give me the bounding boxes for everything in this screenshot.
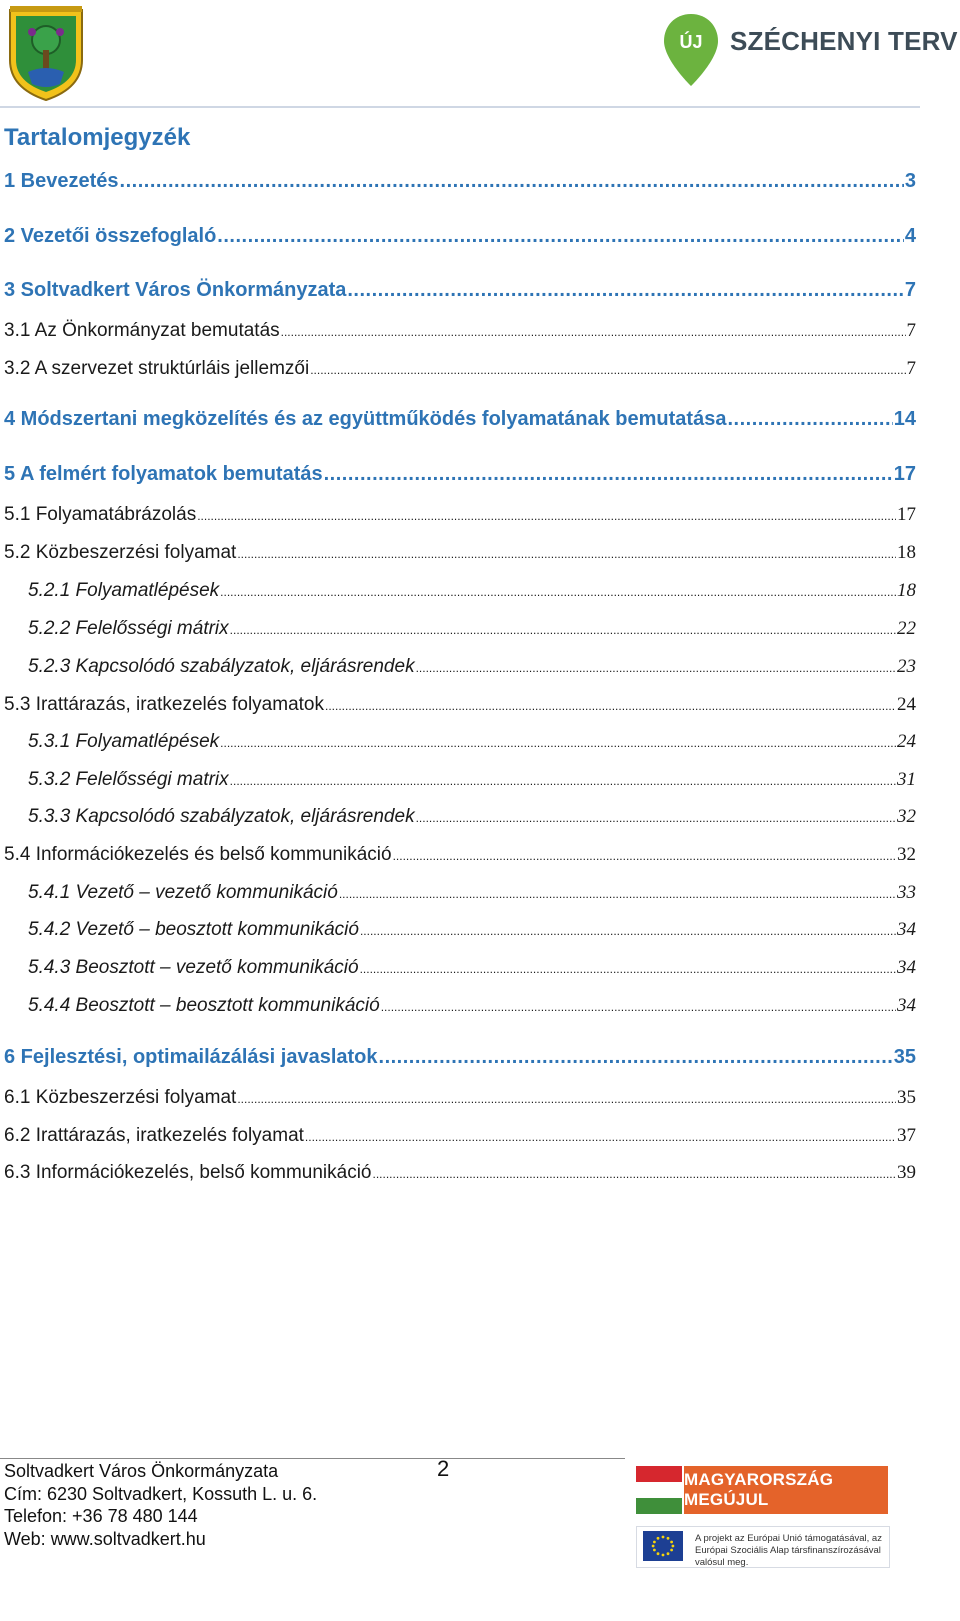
- toc-leader-dots: [325, 699, 896, 713]
- toc-entry-title: 5.4.3 Beosztott – vezető kommunikáció: [28, 957, 359, 978]
- toc-entry[interactable]: [28, 957, 916, 979]
- toc-leader-dots: [230, 774, 896, 788]
- toc-entry[interactable]: [4, 1125, 916, 1147]
- toc-leader-dots: [120, 170, 904, 193]
- toc-entry-page: 7: [906, 358, 916, 379]
- footer-divider: [0, 1458, 625, 1459]
- toc-entry[interactable]: [4, 844, 916, 866]
- toc-entry[interactable]: [4, 1046, 916, 1069]
- toc-entry-title: 5.2.2 Felelősségi mátrix: [28, 618, 229, 639]
- toc-entry-title: 5.3.2 Felelősségi matrix: [28, 769, 229, 790]
- toc-leader-dots: [281, 325, 906, 339]
- toc-entry[interactable]: [4, 408, 916, 431]
- toc-leader-dots: [310, 363, 905, 377]
- toc-leader-dots: [373, 1167, 896, 1181]
- toc-entry-page: 35: [893, 1046, 916, 1068]
- toc-entry-page: 24: [897, 731, 916, 752]
- toc-entry-title: 5.4.4 Beosztott – beosztott kommunikáció: [28, 995, 380, 1016]
- toc-entry-title: 3 Soltvadkert Város Önkormányzata: [4, 279, 347, 301]
- toc-entry-title: 5.3 Irattárazás, iratkezelés folyamatok: [4, 694, 324, 715]
- toc-leader-dots: [220, 736, 896, 750]
- toc-entry-page: 32: [897, 844, 916, 865]
- page-number: 2: [437, 1456, 450, 1481]
- toc-entry-title: 3.1 Az Önkormányzat bemutatás: [4, 320, 280, 341]
- toc-leader-dots: [727, 408, 892, 431]
- toc-entry-page: 39: [897, 1162, 916, 1183]
- toc-entry[interactable]: [4, 463, 916, 486]
- footer-address: Cím: 6230 Soltvadkert, Kossuth L. u. 6.: [4, 1483, 318, 1504]
- toc-leader-dots: [237, 547, 896, 561]
- toc-leader-dots: [379, 1046, 893, 1069]
- toc-entry-title: 5.3.1 Folyamatlépések: [28, 731, 220, 752]
- toc-entry-title: 6.3 Információkezelés, belső kommunikáció: [4, 1162, 372, 1183]
- toc-entry-title: 6.2 Irattárazás, iratkezelés folyamat: [4, 1125, 304, 1146]
- toc-leader-dots: [360, 924, 896, 938]
- footer-web: Web: www.soltvadkert.hu: [4, 1528, 206, 1549]
- toc-entry-title: 6.1 Közbeszerzési folyamat: [4, 1087, 237, 1108]
- toc-entry[interactable]: [28, 618, 916, 640]
- toc-entry[interactable]: [28, 656, 916, 678]
- toc-entry-page: 37: [897, 1125, 916, 1146]
- toc-entry-page: 17: [897, 504, 916, 525]
- toc-entry-title: 5.2 Közbeszerzési folyamat: [4, 542, 237, 563]
- header-divider: [0, 106, 920, 108]
- toc-entry[interactable]: [28, 919, 916, 941]
- toc-leader-dots: [381, 1000, 896, 1014]
- toc-entry-title: 5.1 Folyamatábrázolás: [4, 504, 197, 525]
- toc-entry-page: 14: [893, 408, 916, 430]
- toc-entry-page: 4: [904, 225, 916, 247]
- toc-entry[interactable]: [4, 504, 916, 526]
- toc-leader-dots: [347, 279, 904, 302]
- toc-entry[interactable]: [4, 225, 916, 248]
- toc-entry-page: 22: [897, 618, 916, 639]
- toc-leader-dots: [393, 849, 896, 863]
- footer-phone: Telefon: +36 78 480 144: [4, 1506, 198, 1526]
- toc-entry-page: 33: [897, 882, 916, 903]
- logo-wordmark: SZÉCHENYI TERV: [730, 26, 958, 56]
- page-header: [0, 0, 960, 108]
- toc-entry-page: 31: [897, 769, 916, 790]
- toc-entry-title: 2 Vezetői összefoglaló: [4, 225, 217, 247]
- toc-entry[interactable]: [4, 320, 916, 342]
- eu-funding-notice: [636, 1526, 890, 1568]
- toc-entry[interactable]: [28, 806, 916, 828]
- toc-entry[interactable]: [4, 358, 916, 380]
- toc-entry[interactable]: [28, 995, 916, 1017]
- toc-leader-dots: [237, 1092, 896, 1106]
- eu-funding-text: A projekt az Európai Unió támogatásával, az Európai Szociális Alap társfinanszírozásával valósul meg.: [695, 1533, 882, 1568]
- toc-entry-page: 17: [893, 463, 916, 485]
- szechenyi-terv-logo: [662, 12, 958, 90]
- toc-entry-page: 34: [897, 995, 916, 1016]
- toc-entry-title: 5.2.1 Folyamatlépések: [28, 580, 220, 601]
- toc-entry-page: 34: [897, 919, 916, 940]
- toc-entry-title: 5.2.3 Kapcsolódó szabályzatok, eljárásrendek: [28, 656, 415, 677]
- toc-entry[interactable]: [28, 769, 916, 791]
- toc-entry-page: 32: [897, 806, 916, 827]
- toc-entry-page: 23: [897, 656, 916, 677]
- toc-leader-dots: [324, 463, 893, 486]
- toc-leader-dots: [416, 661, 896, 675]
- toc-entry[interactable]: [4, 542, 916, 564]
- toc-entry[interactable]: [4, 279, 916, 302]
- toc-entry-title: 6 Fejlesztési, optimailázálási javaslatok: [4, 1046, 378, 1068]
- toc-leader-dots: [339, 887, 896, 901]
- toc-entry-page: 18: [897, 580, 916, 601]
- toc-entry-title: 5 A felmért folyamatok bemutatás: [4, 463, 323, 485]
- toc-entry[interactable]: [4, 694, 916, 716]
- toc-entry[interactable]: [4, 1087, 916, 1109]
- footer-contact: [4, 1460, 317, 1550]
- toc-entry-title: 1 Bevezetés: [4, 170, 119, 192]
- toc-entry-title: 4 Módszertani megközelítés és az együttműködés folyamatának bemutatása: [4, 408, 727, 430]
- toc-title: Tartalomjegyzék: [4, 124, 191, 151]
- toc-entry-page: 34: [897, 957, 916, 978]
- soltvadkert-crest-icon: [4, 2, 88, 102]
- footer-org: Soltvadkert Város Önkormányzata: [4, 1461, 279, 1481]
- toc-leader-dots: [305, 1130, 896, 1144]
- toc-entry-page: 7: [904, 279, 916, 301]
- toc-leader-dots: [416, 811, 896, 825]
- toc-leader-dots: [217, 225, 904, 248]
- toc-entry[interactable]: [4, 1162, 916, 1184]
- toc-entry-title: 5.4 Információkezelés és belső kommunikáció: [4, 844, 392, 865]
- toc-entry-page: 24: [897, 694, 916, 715]
- eu-flag-icon: [643, 1531, 683, 1561]
- toc-entry-page: 18: [897, 542, 916, 563]
- toc-entry-page: 35: [897, 1087, 916, 1108]
- svg-text:ÚJ: ÚJ: [679, 32, 703, 52]
- toc-entry-title: 5.4.2 Vezető – beosztott kommunikáció: [28, 919, 359, 940]
- hungarian-flag-icon: [636, 1466, 682, 1514]
- toc-entry-title: 3.2 A szervezet struktúrláis jellemzői: [4, 358, 310, 379]
- toc-entry-title: 5.3.3 Kapcsolódó szabályzatok, eljárásrendek: [28, 806, 415, 827]
- toc-leader-dots: [230, 623, 896, 637]
- map-pin-icon: [662, 12, 720, 88]
- toc-entry[interactable]: [4, 170, 916, 193]
- toc-entry-page: 7: [906, 320, 916, 341]
- megujul-banner: MAGYARORSZÁG MEGÚJUL: [684, 1466, 888, 1514]
- toc-leader-dots: [360, 962, 896, 976]
- toc-leader-dots: [197, 509, 896, 523]
- toc-entry[interactable]: [28, 580, 916, 602]
- toc-entry-page: 3: [904, 170, 916, 192]
- toc-entry-title: 5.4.1 Vezető – vezető kommunikáció: [28, 882, 338, 903]
- toc-entry[interactable]: [28, 731, 916, 753]
- toc-leader-dots: [220, 585, 896, 599]
- toc-entry[interactable]: [28, 882, 916, 904]
- magyarorszag-megujul-logo: [636, 1466, 888, 1516]
